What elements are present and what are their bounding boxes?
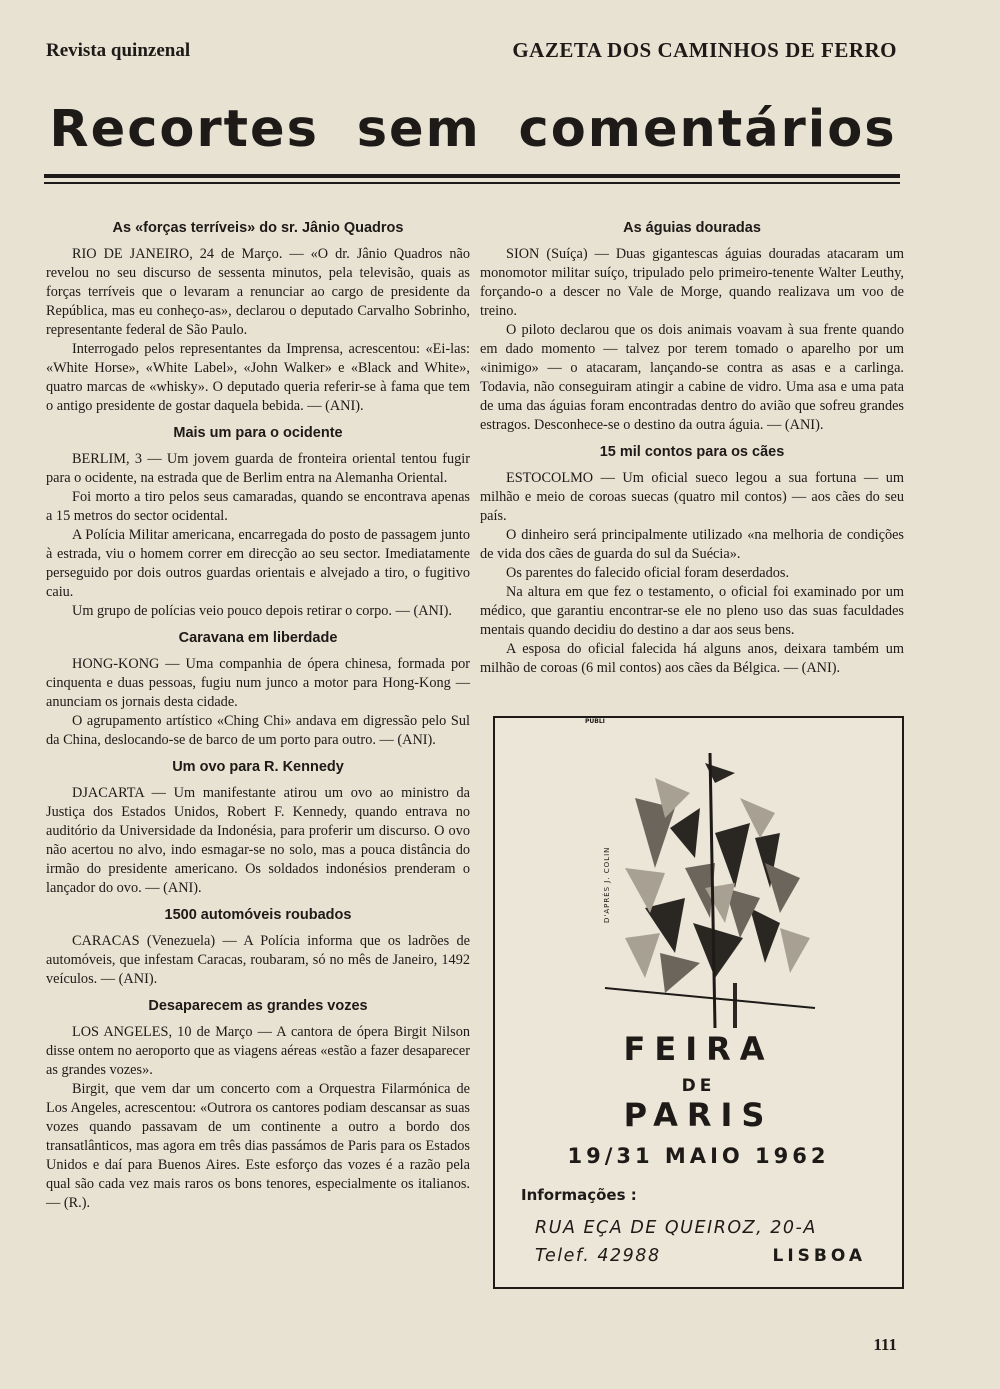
article-paragraph: CARACAS (Venezuela) — A Polícia informa que os ladrões de automóveis, que infestam Caracas, roubaram, só no mês de Janeiro, 1492 veículos. — (ANI). — [46, 933, 470, 987]
article-paragraph: Birgit, que vem dar um concerto com a Orquestra Filarmónica de Los Angeles, acrescentou: «Outrora os cantores podiam descansar as suas vozes quando passavam de um continente a outro a bordo dos transatlânticos, mas agora em três dias passámos de Paris para os Estados Unidos e daí para Buenos Aires. Este esforço das vozes é a razão pela qual são cada vez mais raros os bons tenores, especialmente os italianos. — (R.). — [46, 1081, 470, 1211]
right-column — [480, 204, 904, 678]
article-paragraph: Um grupo de polícias veio pouco depois retirar o corpo. — (ANI). — [72, 603, 452, 619]
ad-paris: PARIS — [623, 1096, 774, 1134]
title-rule-thin — [44, 182, 900, 184]
article-paragraph: DJACARTA — Um manifestante atirou um ovo ao ministro da Justiça dos Estados Unidos, Robert F. Kennedy, quando entrava no auditório da Universidade da Indonésia, para proferir um discurso. O ovo não acertou no alvo, indo esmagar-se no solo, mas a pouca distância do irmão do presidente americano. Os soldados indonésios prenderam o lançador do ovo. — (ANI). — [46, 785, 470, 896]
article-paragraph: HONG-KONG — Uma companhia de ópera chinesa, formada por cinquenta e duas pessoas, fugiu num junco a motor para Hong-Kong — anunciam os jornais desta cidade. — [46, 656, 470, 710]
article-headline: Um ovo para R. Kennedy — [172, 759, 344, 775]
article-headline: As «forças terríveis» do sr. Jânio Quadros — [112, 220, 404, 236]
title-rule-thick — [44, 174, 900, 178]
article-paragraph: Foi morto a tiro pelos seus camaradas, quando se encontrava apenas a 15 metros do sector ocidental. — [46, 489, 470, 524]
magazine-frequency: Revista quinzenal — [46, 40, 191, 61]
article-headline: 15 mil contos para os cães — [599, 444, 785, 460]
artist-credit: D'APRÈS J. COLIN — [603, 846, 611, 923]
magazine-name: GAZETA DOS CAMINHOS DE FERRO — [512, 38, 897, 62]
ad-de: DE — [681, 1076, 716, 1096]
article-paragraph: Interrogado pelos representantes da Imprensa, acrescentou: «Ei-las: «White Horse», «White Label», «John Walker» e «Black and White», quatro marcas de «whisky». O deputado queria referir-se à fama que tem o antigo presidente de gostar daquela bebida. — (ANI). — [46, 341, 470, 414]
article-headline: Mais um para o ocidente — [173, 425, 343, 441]
article-paragraph: SION (Suíça) — Duas gigantescas águias douradas atacaram um monomotor militar suíço, tripulado pelo primeiro-tenente Walter Leuthy, forçando-o a descer no Vale de Morge, quando realizava um voo de treino. — [480, 246, 904, 319]
article-paragraph: A Polícia Militar americana, encarregada do posto de passagem junto à estrada, viu o homem correr em direcção ao seu sector. Imediatamente perseguido por dois outros guardas orientais e alvejado a tiro, o fugitivo caiu. — [46, 527, 470, 600]
article-paragraph: RIO DE JANEIRO, 24 de Março. — «O dr. Jânio Quadros não revelou no seu discurso de sessenta minutos, pela televisão, quais as forças terríveis que o levaram a renunciar ao cargo de presidente da República, mas eu conheço-as», declarou o deputado Carvalho Sobrinho, representante federal de São Paulo. — [46, 246, 470, 338]
article-paragraph: O piloto declarou que os dois animais voavam à sua frente quando em dado momento — talvez por terem tomado o aparelho por um «inimigo» — o atacaram, lançando-se contra as asas e a carlinga. Todavia, não conseguiram atingir a cabine de vidro. Uma asa e uma pata de uma das águias foram encontradas dentro do avião que sofreu grandes estragos. Desconhece-se o destino da outra águia. — (ANI). — [480, 322, 904, 433]
article-paragraph: LOS ANGELES, 10 de Março — A cantora de ópera Birgit Nilson disse ontem no aeroporto que as viagens aéreas «estão a fazer desaparecer as grandes vozes». — [46, 1024, 470, 1078]
publisher-mark: PUBLI — [585, 718, 605, 725]
ad-city: LISBOA — [772, 1246, 866, 1266]
ad-address: RUA EÇA DE QUEIROZ, 20-A — [535, 1218, 817, 1238]
ad-info-label: Informações : — [521, 1186, 637, 1204]
page-number: 111 — [873, 1335, 897, 1354]
article-headline: Desaparecem as grandes vozes — [148, 998, 368, 1014]
feira-de-paris-advertisement — [493, 716, 904, 1289]
article-paragraph: ESTOCOLMO — Um oficial sueco legou a sua fortuna — um milhão e meio de coroas suecas (quatro mil contos) — aos cães do seu país. — [480, 470, 904, 524]
article-paragraph: BERLIM, 3 — Um jovem guarda de fronteira oriental tentou fugir para o ocidente, na estrada que de Berlim entra na Alemanha Oriental. — [46, 451, 470, 486]
article-headline: 1500 automóveis roubados — [164, 907, 352, 923]
left-column — [46, 204, 470, 1213]
article-paragraph: A esposa do oficial falecida há alguns anos, deixara também um milhão de coroas (6 mil contos) aos cães da Bélgica. — (ANI). — [480, 641, 904, 676]
article-headline: Caravana em liberdade — [178, 630, 338, 646]
ad-dates: 19/31 MAIO 1962 — [567, 1144, 830, 1168]
article-paragraph: Na altura em que fez o testamento, o oficial foi examinado por um médico, que garantiu encontrar-se ele no pleno uso das suas faculdades mentais quando decidiu do destino a dar aos seus bens. — [480, 584, 904, 638]
ad-phone: Telef. 42988 — [535, 1246, 661, 1266]
section-title: Recortes sem comentários — [49, 100, 897, 159]
article-paragraph: O dinheiro será principalmente utilizado «na melhoria de condições de vida dos cães de guarda do sul da Suécia». — [480, 527, 904, 562]
article-paragraph: Os parentes do falecido oficial foram deserdados. — [506, 565, 790, 581]
article-paragraph: O agrupamento artístico «Ching Chi» andava em digressão pelo Sul da China, deslocando-se de barco de um porto para outro. — (ANI). — [46, 713, 470, 748]
ad-feira: FEIRA — [623, 1030, 774, 1068]
article-headline: As águias douradas — [623, 220, 761, 236]
